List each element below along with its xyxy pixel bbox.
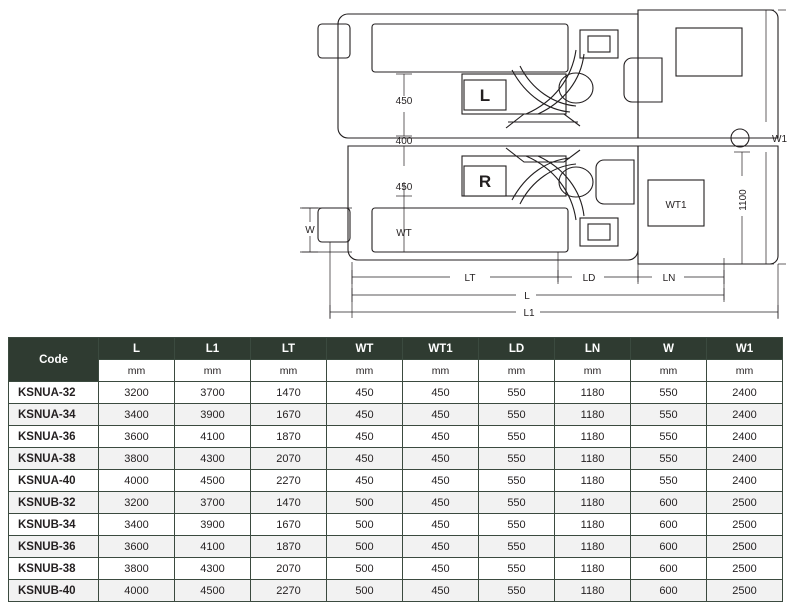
dim-L1: L1 [523, 308, 535, 319]
cell-L1: 4300 [175, 448, 251, 470]
cell-W1: 2500 [707, 536, 783, 558]
cell-LN: 1180 [555, 580, 631, 602]
cell-W1: 2500 [707, 492, 783, 514]
table-header-row [9, 338, 783, 360]
dim-W1: W1 [772, 134, 787, 145]
column-header-W: W [631, 338, 707, 360]
cell-L: 3800 [99, 448, 175, 470]
cell-L1: 3900 [175, 514, 251, 536]
cell-WT: 500 [327, 558, 403, 580]
cell-W: 600 [631, 580, 707, 602]
table-row [9, 470, 783, 492]
left-unit-label: L [479, 86, 491, 105]
cell-WT1: 450 [403, 382, 479, 404]
cell-W1: 2400 [707, 448, 783, 470]
table-head [9, 338, 783, 382]
dim-L: L [524, 291, 530, 302]
cell-WT: 450 [327, 448, 403, 470]
cell-WT1: 450 [403, 492, 479, 514]
cell-WT1: 450 [403, 470, 479, 492]
table-row [9, 558, 783, 580]
specification-table-container [8, 337, 782, 602]
cell-LN: 1180 [555, 492, 631, 514]
cell-LD: 550 [479, 470, 555, 492]
dim-LD: LD [582, 273, 596, 284]
cell-W: 550 [631, 426, 707, 448]
cell-LT: 2070 [251, 448, 327, 470]
cell-LN: 1180 [555, 536, 631, 558]
cell-W1: 2500 [707, 558, 783, 580]
cell-L1: 4100 [175, 426, 251, 448]
column-header-W1: W1 [707, 338, 783, 360]
dim-LT: LT [464, 273, 476, 284]
cell-WT: 500 [327, 580, 403, 602]
dim-400: 400 [395, 136, 413, 147]
cell-L: 3600 [99, 426, 175, 448]
cell-code: KSNUB-34 [9, 514, 99, 536]
cell-W1: 2400 [707, 404, 783, 426]
cell-LT: 1870 [251, 536, 327, 558]
cell-LN: 1180 [555, 558, 631, 580]
cell-LD: 550 [479, 404, 555, 426]
column-header-L: L [99, 338, 175, 360]
cell-code: KSNUA-32 [9, 382, 99, 404]
cell-LN: 1180 [555, 382, 631, 404]
cell-L: 3400 [99, 514, 175, 536]
cell-WT1: 450 [403, 580, 479, 602]
dim-WT: WT [396, 228, 412, 239]
cell-WT1: 450 [403, 404, 479, 426]
table-row [9, 492, 783, 514]
table-row [9, 382, 783, 404]
cell-LT: 1670 [251, 404, 327, 426]
column-header-LD: LD [479, 338, 555, 360]
unit-LD: mm [479, 360, 555, 382]
cell-W: 550 [631, 470, 707, 492]
cell-L: 3400 [99, 404, 175, 426]
cell-W: 550 [631, 448, 707, 470]
cell-code: KSNUB-36 [9, 536, 99, 558]
cell-L1: 3700 [175, 492, 251, 514]
cell-LT: 2270 [251, 580, 327, 602]
cell-code: KSNUB-32 [9, 492, 99, 514]
cell-LD: 550 [479, 492, 555, 514]
unit-W: mm [631, 360, 707, 382]
cell-W: 600 [631, 514, 707, 536]
column-header-LN: LN [555, 338, 631, 360]
cell-W1: 2400 [707, 382, 783, 404]
cell-LD: 550 [479, 514, 555, 536]
cell-W1: 2500 [707, 580, 783, 602]
cell-L: 4000 [99, 580, 175, 602]
cell-LT: 1670 [251, 514, 327, 536]
unit-W1: mm [707, 360, 783, 382]
column-header-WT: WT [327, 338, 403, 360]
cell-LT: 1870 [251, 426, 327, 448]
cell-WT: 500 [327, 514, 403, 536]
cell-LD: 550 [479, 448, 555, 470]
unit-WT: mm [327, 360, 403, 382]
column-header-WT1: WT1 [403, 338, 479, 360]
cell-LN: 1180 [555, 514, 631, 536]
cell-L1: 4300 [175, 558, 251, 580]
specification-table [8, 337, 783, 602]
cell-code: KSNUA-36 [9, 426, 99, 448]
cell-W: 550 [631, 404, 707, 426]
dim-W: W [305, 225, 315, 236]
dim-1100: 1100 [738, 189, 749, 211]
cell-WT1: 450 [403, 558, 479, 580]
cell-LN: 1180 [555, 448, 631, 470]
cell-W: 550 [631, 382, 707, 404]
cell-LN: 1180 [555, 404, 631, 426]
unit-WT1: mm [403, 360, 479, 382]
cell-W1: 2400 [707, 426, 783, 448]
cell-LT: 1470 [251, 382, 327, 404]
cell-L: 3200 [99, 492, 175, 514]
cell-LD: 550 [479, 382, 555, 404]
cell-code: KSNUA-34 [9, 404, 99, 426]
cell-W: 600 [631, 492, 707, 514]
dim-450-bottom: 450 [395, 182, 413, 193]
unit-L: mm [99, 360, 175, 382]
dim-LN: LN [662, 273, 676, 284]
cell-L1: 3700 [175, 382, 251, 404]
cell-L: 3200 [99, 382, 175, 404]
table-body [9, 382, 783, 602]
cell-WT1: 450 [403, 426, 479, 448]
column-header-LT: LT [251, 338, 327, 360]
cell-LD: 550 [479, 558, 555, 580]
unit-LT: mm [251, 360, 327, 382]
cell-WT1: 450 [403, 536, 479, 558]
cell-W1: 2500 [707, 514, 783, 536]
cell-WT: 500 [327, 536, 403, 558]
cell-LD: 550 [479, 426, 555, 448]
cell-LD: 550 [479, 580, 555, 602]
column-header-code: Code [9, 338, 99, 382]
cell-LT: 2070 [251, 558, 327, 580]
cell-code: KSNUA-38 [9, 448, 99, 470]
cell-WT: 450 [327, 382, 403, 404]
cell-WT1: 450 [403, 448, 479, 470]
table-row [9, 514, 783, 536]
cell-L1: 4500 [175, 470, 251, 492]
cell-L: 3600 [99, 536, 175, 558]
unit-LN: mm [555, 360, 631, 382]
right-unit-label: R [478, 172, 492, 191]
cell-WT: 450 [327, 470, 403, 492]
cell-WT1: 450 [403, 514, 479, 536]
cell-code: KSNUB-38 [9, 558, 99, 580]
dim-WT1: WT1 [665, 200, 687, 211]
cell-L1: 3900 [175, 404, 251, 426]
table-row [9, 536, 783, 558]
cell-WT: 500 [327, 492, 403, 514]
cell-LD: 550 [479, 536, 555, 558]
cell-L: 3800 [99, 558, 175, 580]
table-unit-row [9, 360, 783, 382]
unit-L1: mm [175, 360, 251, 382]
cell-LT: 2270 [251, 470, 327, 492]
dim-450-top: 450 [395, 96, 413, 107]
cell-LT: 1470 [251, 492, 327, 514]
cell-LN: 1180 [555, 470, 631, 492]
cell-W1: 2400 [707, 470, 783, 492]
table-row [9, 448, 783, 470]
cell-L1: 4100 [175, 536, 251, 558]
cell-L: 4000 [99, 470, 175, 492]
cell-W: 600 [631, 536, 707, 558]
cell-WT: 450 [327, 426, 403, 448]
cell-L1: 4500 [175, 580, 251, 602]
column-header-L1: L1 [175, 338, 251, 360]
cell-W: 600 [631, 558, 707, 580]
table-row [9, 580, 783, 602]
table-row [9, 404, 783, 426]
cell-WT: 450 [327, 404, 403, 426]
table-row [9, 426, 783, 448]
cell-code: KSNUB-40 [9, 580, 99, 602]
cell-LN: 1180 [555, 426, 631, 448]
cell-code: KSNUA-40 [9, 470, 99, 492]
